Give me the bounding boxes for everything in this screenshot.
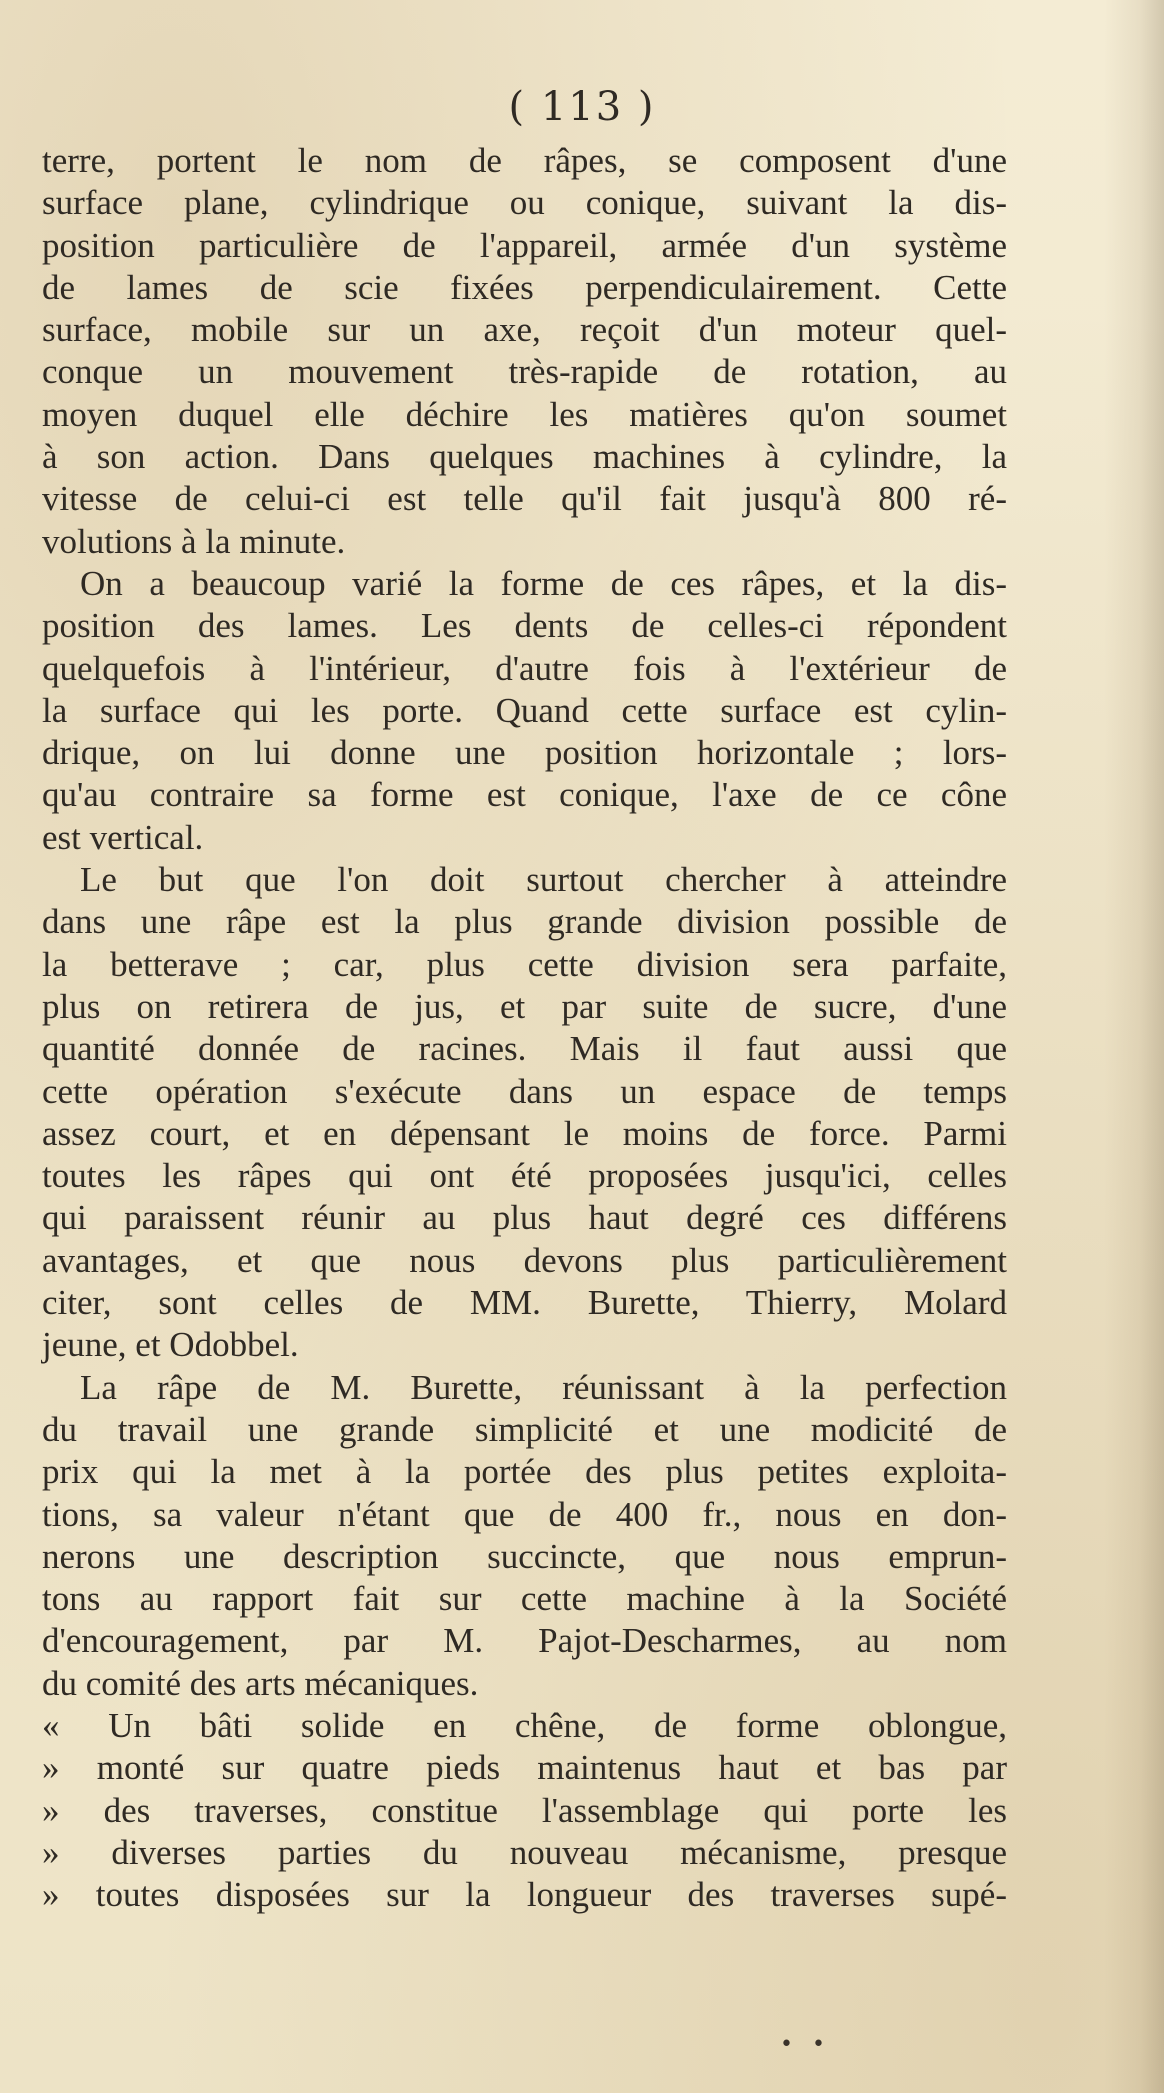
text-line: « Un bâti solide en chêne, de forme oblongue, xyxy=(42,1705,1007,1745)
text-line: qu'au contraire sa forme est conique, l'axe de ce cône xyxy=(42,775,1007,815)
text-line: la betterave ; car, plus cette division sera parfaite, xyxy=(42,944,1007,984)
text-line: du comité des arts mécaniques. xyxy=(42,1663,479,1703)
text-line: avantages, et que nous devons plus particulièrement xyxy=(42,1240,1007,1280)
page-edge-shadow xyxy=(1104,0,1164,2093)
body-text xyxy=(42,140,1007,1916)
text-line: position des lames. Les dents de celles-ci répondent xyxy=(42,606,1007,646)
text-line: est vertical. xyxy=(42,817,204,857)
text-line: conque un mouvement très-rapide de rotation, au xyxy=(42,352,1007,392)
text-line: moyen duquel elle déchire les matières qu'on soumet xyxy=(42,394,1007,434)
signature-mark: • • xyxy=(780,2032,831,2057)
text-line: La râpe de M. Burette, réunissant à la perfection xyxy=(80,1367,1007,1407)
text-line: quantité donnée de racines. Mais il faut aussi que xyxy=(42,1029,1007,1069)
text-line: prix qui la met à la portée des plus petites exploita- xyxy=(42,1452,1007,1492)
text-line: tions, sa valeur n'étant que de 400 fr., nous en don- xyxy=(42,1494,1007,1534)
text-line: vitesse de celui-ci est telle qu'il fait jusqu'à 800 ré- xyxy=(42,479,1007,519)
text-line: » monté sur quatre pieds maintenus haut et bas par xyxy=(42,1748,1007,1788)
text-line: assez court, et en dépensant le moins de force. Parmi xyxy=(42,1113,1007,1153)
text-line: Le but que l'on doit surtout chercher à atteindre xyxy=(80,860,1007,900)
text-line: à son action. Dans quelques machines à cylindre, la xyxy=(42,437,1007,477)
text-line: d'encouragement, par M. Pajot-Descharmes, au nom xyxy=(42,1621,1007,1661)
text-line: On a beaucoup varié la forme de ces râpes, et la dis- xyxy=(80,563,1007,603)
text-line: plus on retirera de jus, et par suite de sucre, d'une xyxy=(42,986,1007,1026)
text-line: surface, mobile sur un axe, reçoit d'un moteur quel- xyxy=(42,310,1007,350)
text-line: qui paraissent réunir au plus haut degré ces différens xyxy=(42,1198,1007,1238)
text-line: » diverses parties du nouveau mécanisme, presque xyxy=(42,1832,1007,1872)
text-line: tons au rapport fait sur cette machine à la Société xyxy=(42,1579,1007,1619)
page-number: ( 113 ) xyxy=(508,84,656,130)
text-line: » toutes disposées sur la longueur des traverses supé- xyxy=(42,1875,1007,1915)
text-line: la surface qui les porte. Quand cette surface est cylin- xyxy=(42,690,1007,730)
text-line: toutes les râpes qui ont été proposées jusqu'ici, celles xyxy=(42,1156,1007,1196)
text-line: dans une râpe est la plus grande division possible de xyxy=(42,902,1007,942)
text-line: jeune, et Odobbel. xyxy=(42,1325,299,1365)
text-line: volutions à la minute. xyxy=(42,521,346,561)
text-line: citer, sont celles de MM. Burette, Thierry, Molard xyxy=(42,1283,1007,1323)
text-line: de lames de scie fixées perpendiculairement. Cette xyxy=(42,267,1007,307)
text-line: drique, on lui donne une position horizontale ; lors- xyxy=(42,733,1007,773)
text-line: surface plane, cylindrique ou conique, suivant la dis- xyxy=(42,183,1007,223)
text-line: » des traverses, constitue l'assemblage qui porte les xyxy=(42,1790,1007,1830)
text-line: quelquefois à l'intérieur, d'autre fois à l'extérieur de xyxy=(42,648,1007,688)
text-line: du travail une grande simplicité et une modicité de xyxy=(42,1409,1007,1449)
text-line: cette opération s'exécute dans un espace de temps xyxy=(42,1071,1007,1111)
text-line: nerons une description succincte, que nous emprun- xyxy=(42,1536,1007,1576)
text-line: terre, portent le nom de râpes, se composent d'une xyxy=(42,141,1007,180)
text-line: position particulière de l'appareil, armée d'un système xyxy=(42,225,1007,265)
